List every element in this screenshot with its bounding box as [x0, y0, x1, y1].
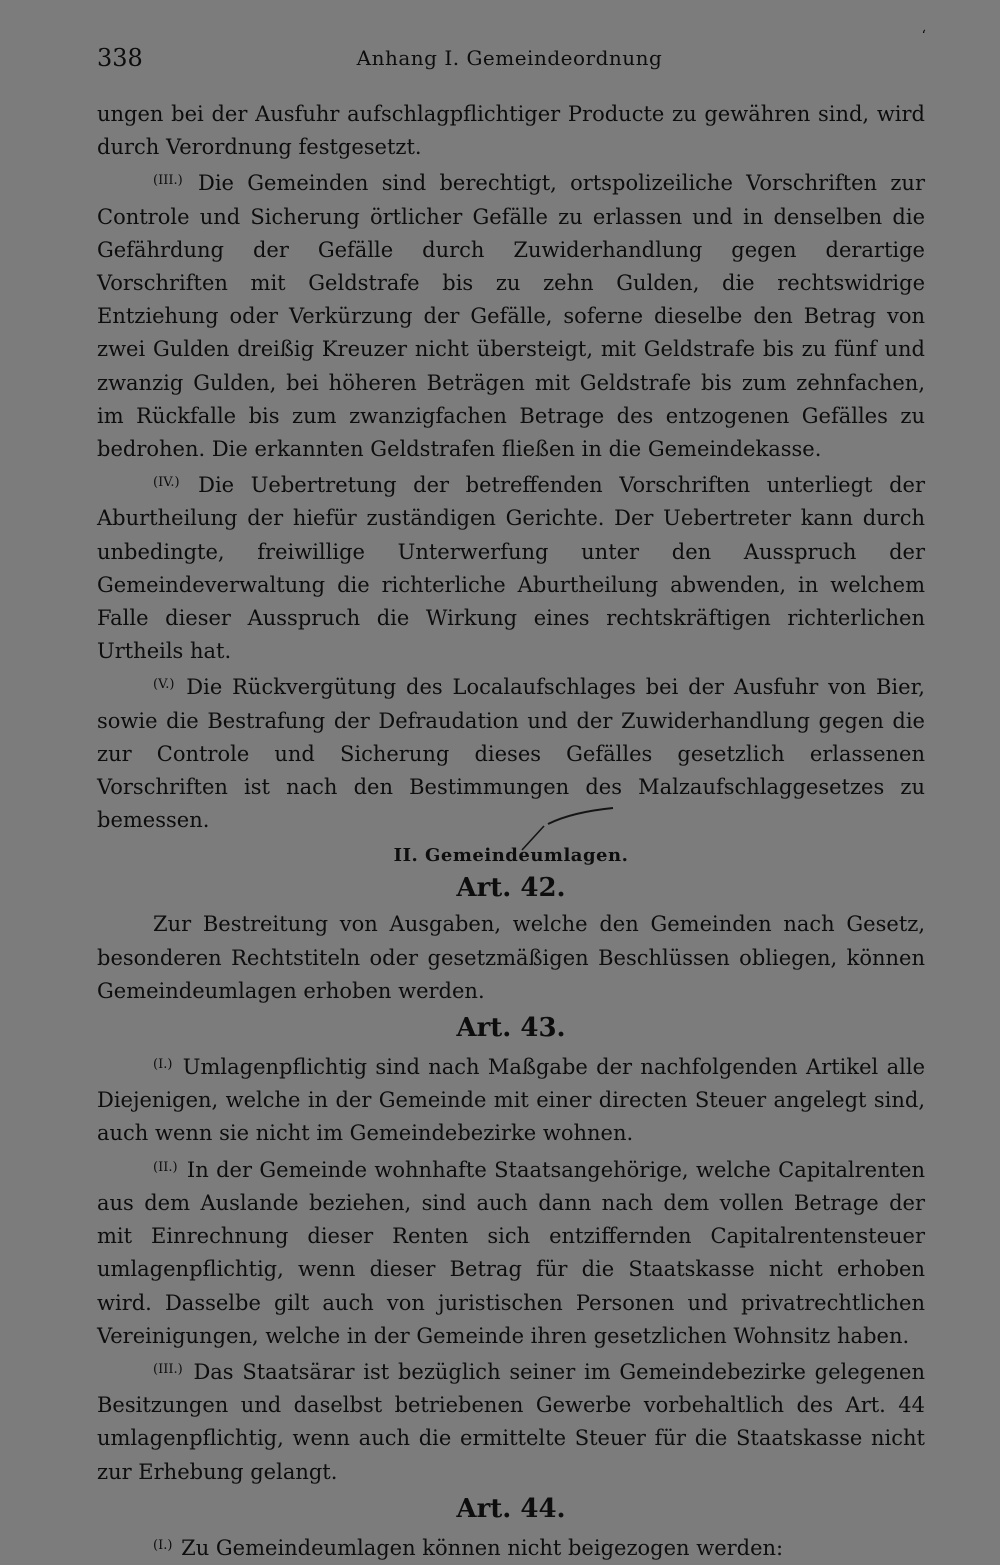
- article-42-text: [97, 908, 925, 1008]
- ink-speck: ʻ: [921, 28, 926, 44]
- pen-stroke-mark: [508, 800, 628, 860]
- paragraph-marker: (I.): [153, 1537, 173, 1553]
- article-43-paragraph-ii: [97, 1151, 925, 1353]
- paragraph-text: Die Uebertretung der betreffenden Vorschriften unterliegt der Aburtheilung der hiefür zuständigen Gerichte. Der Uebertreter kann durch unbedingte, freiwillige Unterwerfung unter den Ausspruch der Gemeindeverwaltung die richterliche Aburtheilung abwenden, in welchem Falle dieser Ausspruch die Wirkung eines rechtskräftigen richterlichen Urtheils hat.: [97, 473, 925, 664]
- paragraph-marker: (III.): [153, 1361, 183, 1377]
- article-heading-42: Art. 42.: [456, 873, 566, 904]
- article-44-paragraph-i: [97, 1529, 925, 1565]
- paragraph-marker: (III.): [153, 173, 183, 189]
- paragraph-text: Die Gemeinden sind berechtigt, ortspolizeiliche Vorschriften zur Controle und Sicherung örtlicher Gefälle zu erlassen und in denselben die Gefährdung der Gefälle durch Zuwiderhandlung gegen derartige Vorschriften mit Geldstrafe bis zu zehn Gulden, die rechtswidrige Entziehung oder Verkürzung der Gefälle, soferne dieselbe den Betrag von zwei Gulden dreißig Kreuzer nicht übersteigt, mit Geldstrafe bis zu fünf und zwanzig Gulden, bei höheren Beträgen mit Geldstrafe bis zum zehnfachen, im Rückfalle bis zum zwanzigfachen Betrage des entzogenen Gefälles zu bedrohen. Die erkannten Geldstrafen fließen in die Gemeindekasse.: [97, 171, 925, 462]
- paragraph-text: Umlagenpflichtig sind nach Maßgabe der nachfolgenden Artikel alle Diejenigen, welche in der Gemeinde mit einer directen Steuer angelegt sind, auch wenn sie nicht im Gemeindebezirke wohnen.: [97, 1055, 925, 1146]
- paragraph-text: Die Rückvergütung des Localaufschlages bei der Ausfuhr von Bier, sowie die Bestrafung der Defraudation und der Zuwiderhandlung gegen die zur Controle und Sicherung dieses Gefälles gesetzlich erlassenen Vorschriften ist nach den Bestimmungen des Malzaufschlaggesetzes zu bemessen.: [97, 675, 925, 833]
- running-head: Anhang I. Gemeindeordnung: [356, 46, 663, 70]
- section-heading: II. Gemeindeumlagen.: [393, 845, 629, 867]
- article-43-paragraph-iii: [97, 1353, 925, 1489]
- paragraph-iv: [97, 466, 925, 668]
- paragraph-continuation: [97, 98, 925, 164]
- paragraph-marker: (II.): [153, 1159, 178, 1175]
- article-43-paragraph-i: [97, 1048, 925, 1151]
- paragraph-text: Zur Bestreitung von Ausgaben, welche den Gemeinden nach Gesetz, besonderen Rechtstiteln oder gesetzmäßigen Beschlüssen obliegen, können Gemeindeumlagen erhoben werden.: [97, 912, 925, 1003]
- article-heading-44: Art. 44.: [456, 1493, 566, 1524]
- paragraph-text: ungen bei der Ausfuhr aufschlagpflichtiger Producte zu gewähren sind, wird durch Verordnung festgesetzt.: [97, 102, 925, 160]
- paragraph-marker: (V.): [153, 677, 175, 693]
- paragraph-iii: [97, 164, 925, 466]
- page-header: [97, 28, 926, 80]
- article-heading-43: Art. 43.: [456, 1013, 566, 1044]
- paragraph-text: Das Staatsärar ist bezüglich seiner im Gemeindebezirke gelegenen Besitzungen und daselbst betriebenen Gewerbe vorbehaltlich des Art. 44 umlagenpflichtig, wenn auch die ermittelte Steuer für die Staatskasse nicht zur Erhebung gelangt.: [97, 1359, 926, 1484]
- paragraph-text: Zu Gemeindeumlagen können nicht beigezogen werden:: [181, 1535, 784, 1560]
- paragraph-marker: (IV.): [153, 475, 180, 491]
- page-number: 338: [97, 44, 143, 72]
- paragraph-text: In der Gemeinde wohnhafte Staatsangehörige, welche Capitalrenten aus dem Auslande beziehen, sind auch dann nach dem vollen Betrage der mit Einrechnung dieser Renten sich entziffernden Capitalrentensteuer umlagenpflichtig, wenn dieser Betrag für die Staatskasse nicht erhoben wird. Dasselbe gilt auch von juristischen Personen und privatrechtlichen Vereinigungen, welche in der Gemeinde ihren gesetzlichen Wohnsitz haben.: [97, 1157, 925, 1348]
- paragraph-marker: (I.): [153, 1057, 173, 1073]
